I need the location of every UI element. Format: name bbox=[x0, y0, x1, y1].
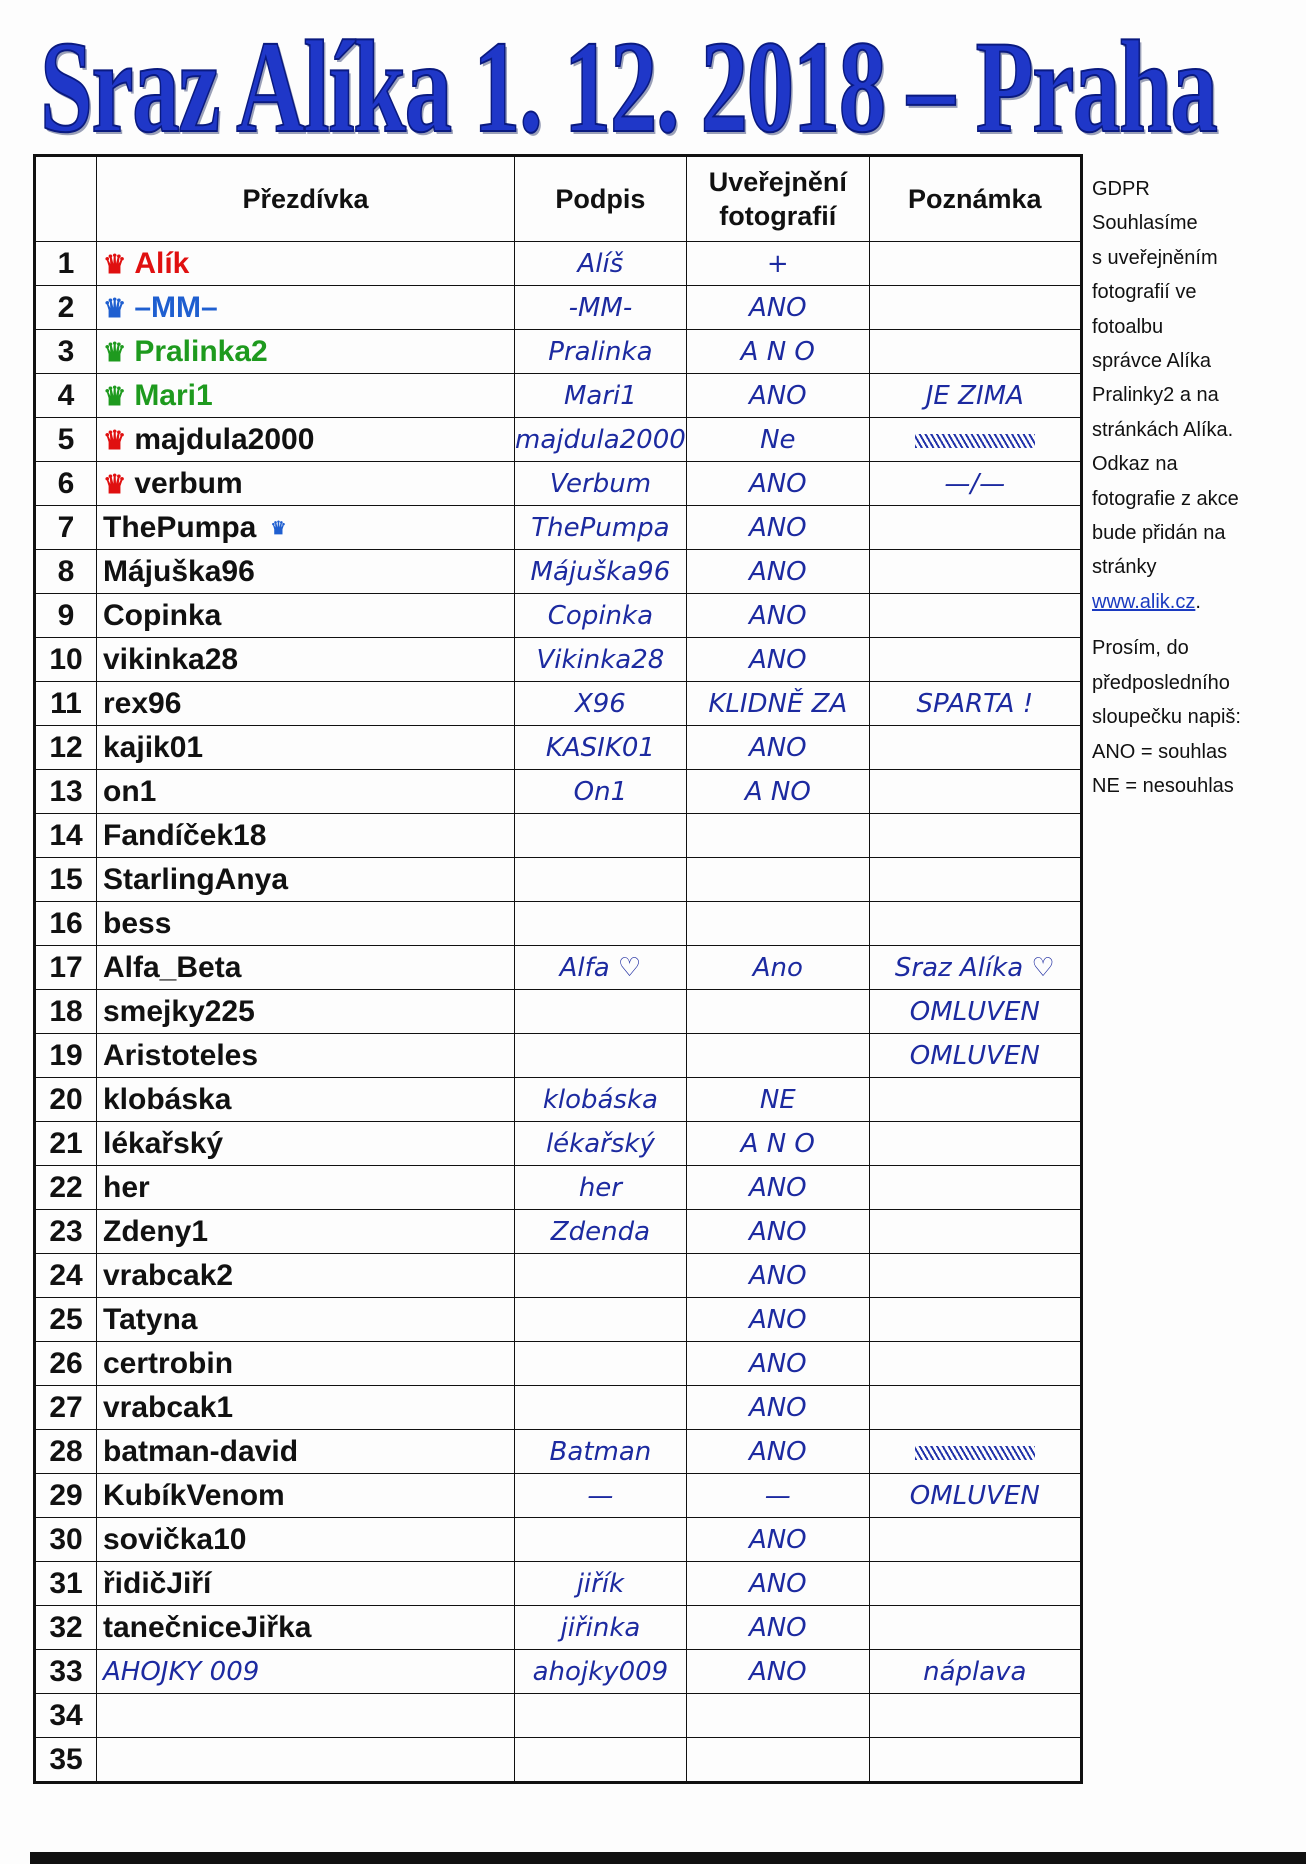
nickname: majdula2000 bbox=[134, 422, 315, 456]
row-number: 26 bbox=[35, 1342, 97, 1386]
gdpr-line: fotoalbu bbox=[1092, 315, 1164, 338]
photo-consent-cell bbox=[686, 1034, 869, 1078]
row-number: 13 bbox=[35, 770, 97, 814]
row-number: 31 bbox=[35, 1562, 97, 1606]
note-cell bbox=[869, 418, 1081, 462]
nickname: batman-david bbox=[103, 1434, 299, 1468]
signature-cell: jiřinka bbox=[515, 1606, 687, 1650]
note-text: náplava bbox=[923, 1656, 1027, 1687]
row-number: 14 bbox=[35, 814, 97, 858]
nickname-cell bbox=[97, 1474, 515, 1518]
photo-consent-cell: Ano bbox=[686, 946, 869, 990]
photo-consent-cell: ANO bbox=[686, 374, 869, 418]
scan-edge bbox=[30, 1852, 1306, 1864]
photo-consent-cell bbox=[686, 902, 869, 946]
instruction-line: ANO = souhlas bbox=[1092, 740, 1228, 763]
gdpr-line: Pralinky2 a na bbox=[1092, 384, 1219, 407]
nickname: AHOJKY 009 bbox=[103, 1656, 260, 1687]
signature-cell: klobáska bbox=[515, 1078, 687, 1122]
nickname-cell bbox=[97, 1606, 515, 1650]
nickname: Tatyna bbox=[103, 1302, 198, 1336]
alik-link[interactable]: www.alik.cz bbox=[1092, 590, 1196, 613]
nickname: tanečniceJiřka bbox=[103, 1610, 312, 1644]
crown-icon: ♛ bbox=[103, 469, 127, 500]
nickname-cell bbox=[97, 1078, 515, 1122]
photo-consent-cell bbox=[686, 1738, 869, 1783]
gdpr-line: fotografií ve bbox=[1092, 281, 1197, 304]
signature-cell: Pralinka bbox=[515, 330, 687, 374]
table-row bbox=[35, 594, 1082, 638]
note-cell bbox=[869, 374, 1081, 418]
photo-consent-cell bbox=[686, 990, 869, 1034]
signature-cell: her bbox=[515, 1166, 687, 1210]
signature-cell bbox=[515, 902, 687, 946]
signature-cell: -MM- bbox=[515, 286, 687, 330]
photo-consent-cell: ANO bbox=[686, 1298, 869, 1342]
signature-cell: ahojky009 bbox=[515, 1650, 687, 1694]
nickname-cell bbox=[97, 1562, 515, 1606]
note-cell bbox=[869, 1386, 1081, 1430]
nickname-cell bbox=[97, 506, 515, 550]
table-row bbox=[35, 1122, 1082, 1166]
nickname-cell bbox=[97, 990, 515, 1034]
nickname-cell bbox=[97, 1254, 515, 1298]
table-row bbox=[35, 1210, 1082, 1254]
row-number: 35 bbox=[35, 1738, 97, 1783]
gdpr-line: fotografie z akce bbox=[1092, 487, 1239, 510]
signature-cell bbox=[515, 1694, 687, 1738]
link-suffix: . bbox=[1195, 590, 1201, 613]
nickname: řidičJiří bbox=[103, 1566, 212, 1600]
table-row bbox=[35, 1254, 1082, 1298]
row-number: 12 bbox=[35, 726, 97, 770]
row-number: 23 bbox=[35, 1210, 97, 1254]
note-cell bbox=[869, 330, 1081, 374]
signature-cell: Alfa ♡ bbox=[515, 946, 687, 990]
nickname-cell bbox=[97, 726, 515, 770]
table-row bbox=[35, 1298, 1082, 1342]
note-cell bbox=[869, 1474, 1081, 1518]
crown-icon: ♛ bbox=[103, 381, 127, 412]
table-row bbox=[35, 1078, 1082, 1122]
note-cell bbox=[869, 946, 1081, 990]
instruction-line: Prosím, do bbox=[1092, 637, 1189, 660]
photo-consent-cell: ANO bbox=[686, 1518, 869, 1562]
note-cell bbox=[869, 594, 1081, 638]
nickname-cell bbox=[97, 1430, 515, 1474]
photo-consent-cell: ANO bbox=[686, 550, 869, 594]
nickname: on1 bbox=[103, 774, 157, 808]
table-row bbox=[35, 330, 1082, 374]
signature-cell: Alíš bbox=[515, 242, 687, 286]
header-photo-line1: Uveřejnění bbox=[708, 167, 847, 197]
signature-cell: Zdenda bbox=[515, 1210, 687, 1254]
row-number: 22 bbox=[35, 1166, 97, 1210]
note-cell bbox=[869, 1518, 1081, 1562]
note-cell bbox=[869, 1650, 1081, 1694]
nickname-cell bbox=[97, 594, 515, 638]
photo-consent-cell: A N O bbox=[686, 1122, 869, 1166]
photo-consent-cell: ANO bbox=[686, 1562, 869, 1606]
photo-consent-cell: ANO bbox=[686, 1430, 869, 1474]
nickname: her bbox=[103, 1170, 150, 1204]
table-row bbox=[35, 242, 1082, 286]
nickname-cell bbox=[97, 374, 515, 418]
nickname-cell bbox=[97, 814, 515, 858]
nickname-cell bbox=[97, 1386, 515, 1430]
note-cell bbox=[869, 814, 1081, 858]
nickname-cell bbox=[97, 638, 515, 682]
gdpr-line: GDPR bbox=[1092, 178, 1150, 200]
note-cell bbox=[869, 682, 1081, 726]
nickname: Copinka bbox=[103, 598, 222, 632]
table-row bbox=[35, 1342, 1082, 1386]
row-number: 9 bbox=[35, 594, 97, 638]
note-cell bbox=[869, 1254, 1081, 1298]
nickname-cell bbox=[97, 902, 515, 946]
nickname-cell bbox=[97, 858, 515, 902]
row-number: 2 bbox=[35, 286, 97, 330]
nickname: Mari1 bbox=[134, 378, 213, 412]
note-text: OMLUVEN bbox=[909, 1040, 1040, 1071]
nickname-cell bbox=[97, 1122, 515, 1166]
note-text: Sraz Alíka ♡ bbox=[894, 952, 1055, 983]
table-row bbox=[35, 1606, 1082, 1650]
note-cell bbox=[869, 1606, 1081, 1650]
nickname-cell bbox=[97, 550, 515, 594]
photo-consent-cell: ANO bbox=[686, 638, 869, 682]
nickname: Zdeny1 bbox=[103, 1214, 209, 1248]
nickname: KubíkVenom bbox=[103, 1478, 285, 1512]
nickname-cell bbox=[97, 330, 515, 374]
table-header-row bbox=[35, 156, 1082, 242]
nickname: vikinka28 bbox=[103, 642, 239, 676]
table-row bbox=[35, 726, 1082, 770]
nickname: klobáska bbox=[103, 1082, 232, 1116]
row-number: 30 bbox=[35, 1518, 97, 1562]
note-cell bbox=[869, 1078, 1081, 1122]
crown-icon: ♛ bbox=[103, 249, 127, 280]
nickname-cell bbox=[97, 1298, 515, 1342]
note-cell bbox=[869, 1562, 1081, 1606]
note-cell bbox=[869, 858, 1081, 902]
table-row bbox=[35, 902, 1082, 946]
photo-consent-cell: ANO bbox=[686, 462, 869, 506]
table-row bbox=[35, 814, 1082, 858]
note-cell bbox=[869, 990, 1081, 1034]
nickname-cell bbox=[97, 770, 515, 814]
gdpr-line: bude přidán na bbox=[1092, 522, 1226, 545]
attendance-table bbox=[33, 154, 1083, 1784]
nickname: bess bbox=[103, 906, 172, 940]
signature-cell: On1 bbox=[515, 770, 687, 814]
row-number: 21 bbox=[35, 1122, 97, 1166]
photo-consent-cell: ANO bbox=[686, 1166, 869, 1210]
row-number: 25 bbox=[35, 1298, 97, 1342]
signature-cell bbox=[515, 858, 687, 902]
row-number: 11 bbox=[35, 682, 97, 726]
note-cell bbox=[869, 1342, 1081, 1386]
nickname-cell bbox=[97, 1694, 515, 1738]
table-row bbox=[35, 1694, 1082, 1738]
photo-consent-cell: ANO bbox=[686, 506, 869, 550]
signature-cell: — bbox=[515, 1474, 687, 1518]
nickname: Pralinka2 bbox=[134, 334, 268, 368]
photo-consent-cell bbox=[686, 1694, 869, 1738]
signature-cell: Copinka bbox=[515, 594, 687, 638]
row-number: 5 bbox=[35, 418, 97, 462]
photo-consent-cell: A NO bbox=[686, 770, 869, 814]
row-number: 19 bbox=[35, 1034, 97, 1078]
nickname-cell bbox=[97, 462, 515, 506]
nickname-cell bbox=[97, 1166, 515, 1210]
table-row bbox=[35, 550, 1082, 594]
note-cell bbox=[869, 1122, 1081, 1166]
photo-consent-cell: ANO bbox=[686, 726, 869, 770]
nickname: lékařský bbox=[103, 1126, 224, 1160]
nickname-cell bbox=[97, 1342, 515, 1386]
table-row bbox=[35, 858, 1082, 902]
row-number: 20 bbox=[35, 1078, 97, 1122]
row-number: 6 bbox=[35, 462, 97, 506]
table-row bbox=[35, 682, 1082, 726]
nickname-cell bbox=[97, 1034, 515, 1078]
nickname: Májuška96 bbox=[103, 554, 255, 588]
nickname: verbum bbox=[134, 466, 243, 500]
table-row bbox=[35, 1518, 1082, 1562]
note-cell bbox=[869, 902, 1081, 946]
row-number: 7 bbox=[35, 506, 97, 550]
signature-cell bbox=[515, 1298, 687, 1342]
photo-consent-cell: Ne bbox=[686, 418, 869, 462]
row-number: 32 bbox=[35, 1606, 97, 1650]
link-line bbox=[1092, 585, 1241, 619]
nickname: –MM– bbox=[134, 290, 218, 324]
signature-cell bbox=[515, 1518, 687, 1562]
row-number: 24 bbox=[35, 1254, 97, 1298]
note-cell bbox=[869, 726, 1081, 770]
instruction-line: předposledního bbox=[1092, 671, 1230, 694]
signature-cell: KASIK01 bbox=[515, 726, 687, 770]
gdpr-line: s uveřejněním bbox=[1092, 246, 1218, 269]
nickname: Alík bbox=[134, 246, 190, 280]
table-row bbox=[35, 770, 1082, 814]
crown-icon: ♛ bbox=[103, 425, 127, 456]
nickname-cell bbox=[97, 1210, 515, 1254]
note-cell bbox=[869, 1694, 1081, 1738]
signature-cell: majdula2000 bbox=[515, 418, 687, 462]
scribble-mark bbox=[915, 1446, 1035, 1460]
table-row bbox=[35, 946, 1082, 990]
row-number: 15 bbox=[35, 858, 97, 902]
photo-consent-cell: ANO bbox=[686, 286, 869, 330]
note-cell bbox=[869, 1166, 1081, 1210]
nickname-cell bbox=[97, 418, 515, 462]
signature-cell: Verbum bbox=[515, 462, 687, 506]
note-text: OMLUVEN bbox=[909, 1480, 1040, 1511]
row-number: 3 bbox=[35, 330, 97, 374]
gdpr-line: Odkaz na bbox=[1092, 453, 1178, 476]
row-number: 28 bbox=[35, 1430, 97, 1474]
photo-consent-cell: ANO bbox=[686, 594, 869, 638]
table-row bbox=[35, 1430, 1082, 1474]
photo-consent-cell bbox=[686, 814, 869, 858]
gdpr-line: správce Alíka bbox=[1092, 350, 1211, 373]
nickname: vrabcak1 bbox=[103, 1390, 234, 1424]
table-row bbox=[35, 638, 1082, 682]
note-cell bbox=[869, 506, 1081, 550]
photo-consent-cell: ANO bbox=[686, 1606, 869, 1650]
table-row bbox=[35, 1386, 1082, 1430]
note-cell bbox=[869, 770, 1081, 814]
gdpr-note bbox=[1092, 172, 1241, 803]
row-number: 1 bbox=[35, 242, 97, 286]
signature-cell: Májuška96 bbox=[515, 550, 687, 594]
gdpr-line: stránkách Alíka. bbox=[1092, 418, 1234, 441]
signature-cell: Mari1 bbox=[515, 374, 687, 418]
photo-consent-cell: KLIDNĚ ZA bbox=[686, 682, 869, 726]
signature-cell: X96 bbox=[515, 682, 687, 726]
nickname-cell bbox=[97, 286, 515, 330]
signature-cell bbox=[515, 814, 687, 858]
table-row bbox=[35, 1166, 1082, 1210]
instruction-line: NE = nesouhlas bbox=[1092, 774, 1234, 797]
header-nickname: Přezdívka bbox=[97, 156, 515, 242]
photo-consent-cell: + bbox=[686, 242, 869, 286]
photo-consent-cell: — bbox=[686, 1474, 869, 1518]
table-row bbox=[35, 1738, 1082, 1783]
nickname: vrabcak2 bbox=[103, 1258, 234, 1292]
row-number: 29 bbox=[35, 1474, 97, 1518]
note-cell bbox=[869, 638, 1081, 682]
note-text: OMLUVEN bbox=[909, 996, 1040, 1027]
nickname: rex96 bbox=[103, 686, 182, 720]
header-photo-line2: fotografií bbox=[719, 201, 837, 231]
note-cell bbox=[869, 550, 1081, 594]
table-row bbox=[35, 1650, 1082, 1694]
crown-icon: ♛ bbox=[103, 337, 127, 368]
scribble-mark bbox=[915, 434, 1035, 448]
note-text: —/— bbox=[944, 468, 1006, 499]
table-row bbox=[35, 1474, 1082, 1518]
nickname-cell bbox=[97, 1650, 515, 1694]
row-number: 27 bbox=[35, 1386, 97, 1430]
header-photo bbox=[686, 156, 869, 242]
row-number: 18 bbox=[35, 990, 97, 1034]
photo-consent-cell: NE bbox=[686, 1078, 869, 1122]
signature-cell bbox=[515, 1738, 687, 1783]
nickname: Alfa_Beta bbox=[103, 950, 242, 984]
signature-cell bbox=[515, 1342, 687, 1386]
row-number: 16 bbox=[35, 902, 97, 946]
row-number: 33 bbox=[35, 1650, 97, 1694]
nickname-cell bbox=[97, 1518, 515, 1562]
nickname: kajik01 bbox=[103, 730, 204, 764]
table-row bbox=[35, 418, 1082, 462]
signature-cell: jiřík bbox=[515, 1562, 687, 1606]
signature-cell: ThePumpa bbox=[515, 506, 687, 550]
photo-consent-cell: ANO bbox=[686, 1342, 869, 1386]
signature-cell: Batman bbox=[515, 1430, 687, 1474]
photo-consent-cell: ANO bbox=[686, 1650, 869, 1694]
table-row bbox=[35, 1034, 1082, 1078]
gdpr-line: Souhlasíme bbox=[1092, 212, 1198, 235]
nickname: certrobin bbox=[103, 1346, 234, 1380]
note-cell bbox=[869, 242, 1081, 286]
nickname-cell bbox=[97, 1738, 515, 1783]
photo-consent-cell: ANO bbox=[686, 1210, 869, 1254]
nickname: ThePumpa bbox=[103, 510, 257, 544]
nickname-cell bbox=[97, 682, 515, 726]
note-cell bbox=[869, 1034, 1081, 1078]
note-cell bbox=[869, 1738, 1081, 1783]
nickname: StarlingAnya bbox=[103, 862, 289, 896]
table-row bbox=[35, 990, 1082, 1034]
note-cell bbox=[869, 286, 1081, 330]
signature-cell bbox=[515, 1034, 687, 1078]
photo-consent-cell: ANO bbox=[686, 1254, 869, 1298]
spacer bbox=[1092, 619, 1241, 631]
note-cell bbox=[869, 1210, 1081, 1254]
signature-cell: Vikinka28 bbox=[515, 638, 687, 682]
table-row bbox=[35, 506, 1082, 550]
note-text: JE ZIMA bbox=[925, 380, 1024, 411]
signature-cell bbox=[515, 1254, 687, 1298]
row-number: 4 bbox=[35, 374, 97, 418]
row-number: 10 bbox=[35, 638, 97, 682]
header-number bbox=[35, 156, 97, 242]
note-cell bbox=[869, 1430, 1081, 1474]
photo-consent-cell bbox=[686, 858, 869, 902]
row-number: 34 bbox=[35, 1694, 97, 1738]
note-cell bbox=[869, 462, 1081, 506]
nickname-cell bbox=[97, 946, 515, 990]
crown-icon: ♛ bbox=[270, 518, 287, 539]
signature-cell bbox=[515, 1386, 687, 1430]
photo-consent-cell: ANO bbox=[686, 1386, 869, 1430]
table-row bbox=[35, 1562, 1082, 1606]
table-row bbox=[35, 374, 1082, 418]
nickname: sovička10 bbox=[103, 1522, 247, 1556]
note-cell bbox=[869, 1298, 1081, 1342]
nickname: Aristoteles bbox=[103, 1038, 259, 1072]
nickname: Fandíček18 bbox=[103, 818, 267, 852]
table-row bbox=[35, 286, 1082, 330]
nickname: smejky225 bbox=[103, 994, 255, 1028]
note-text: SPARTA ! bbox=[916, 688, 1034, 719]
header-signature: Podpis bbox=[515, 156, 687, 242]
row-number: 17 bbox=[35, 946, 97, 990]
gdpr-line: stránky bbox=[1092, 556, 1157, 579]
nickname-cell bbox=[97, 242, 515, 286]
crown-icon: ♛ bbox=[103, 293, 127, 324]
table-row bbox=[35, 462, 1082, 506]
instruction-line: sloupečku napiš: bbox=[1092, 706, 1241, 729]
header-note: Poznámka bbox=[869, 156, 1081, 242]
row-number: 8 bbox=[35, 550, 97, 594]
photo-consent-cell: A N O bbox=[686, 330, 869, 374]
page-title: Sraz Alíka 1. 12. 2018 – Praha bbox=[40, 13, 1217, 160]
signature-cell: lékařský bbox=[515, 1122, 687, 1166]
signature-cell bbox=[515, 990, 687, 1034]
